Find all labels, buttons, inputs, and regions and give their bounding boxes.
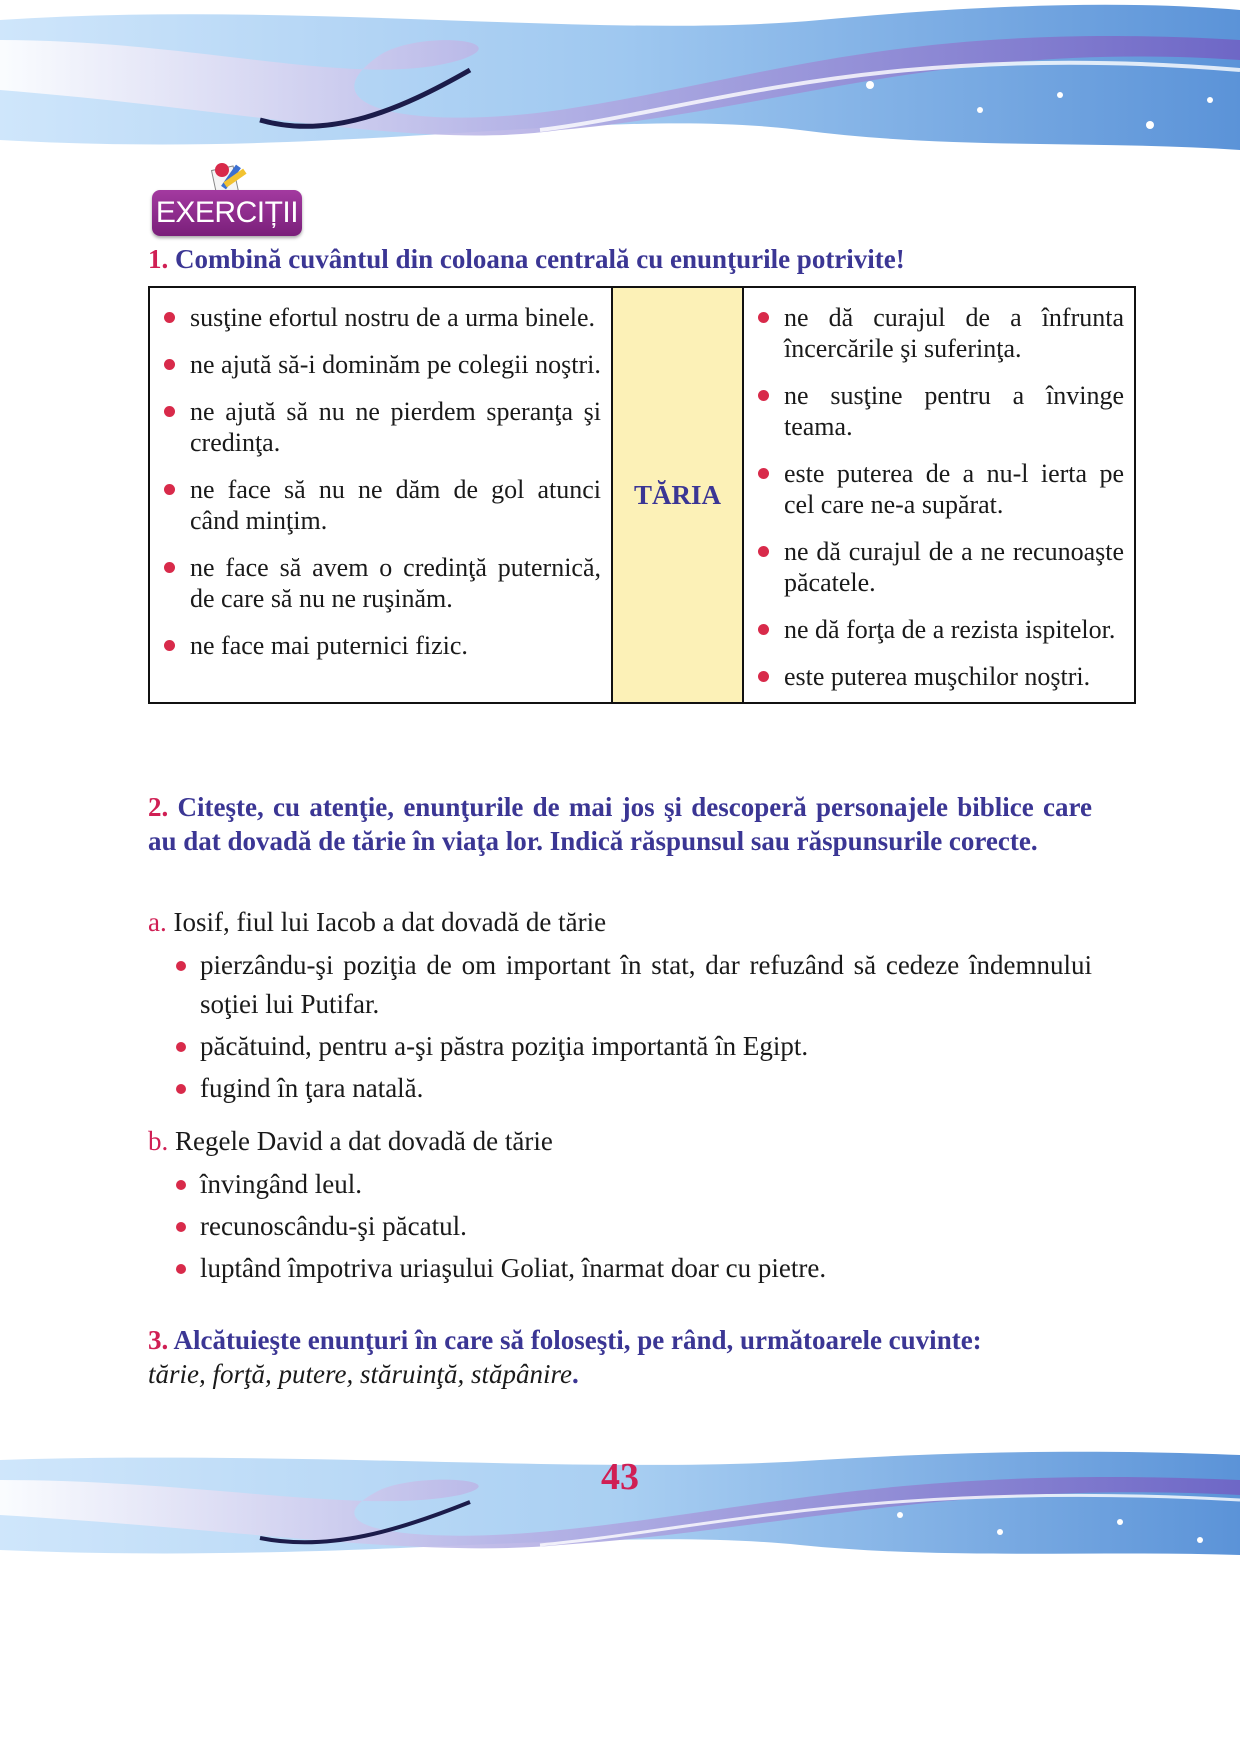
bullet-icon xyxy=(164,359,175,370)
answer-option[interactable]: luptând împotriva uriaşului Goliat, înarmat doar cu pietre. xyxy=(174,1249,1092,1288)
question-b-options xyxy=(174,1165,1092,1291)
right-statement: ne dă forţa de a rezista ispitelor. xyxy=(754,614,1124,645)
bullet-icon xyxy=(164,562,175,573)
bullet-icon xyxy=(164,312,175,323)
bullet-icon xyxy=(176,1180,186,1190)
answer-option[interactable]: fugind în ţara natală. xyxy=(174,1069,1092,1108)
left-statement: susţine efortul nostru de a urma binele. xyxy=(160,302,601,333)
answer-option[interactable]: învingând leul. xyxy=(174,1165,1092,1204)
bullet-icon xyxy=(758,671,769,682)
question-statement: Iosif, fiul lui Iacob a dat dovadă de tărie xyxy=(173,907,607,937)
task-1-heading xyxy=(148,242,1092,276)
exercises-badge xyxy=(152,160,307,242)
left-statement: ne face mai puternici fizic. xyxy=(160,630,601,661)
center-word-column xyxy=(612,287,743,703)
bullet-icon xyxy=(164,484,175,495)
left-statement: ne ajută să-i dominăm pe colegii noştri. xyxy=(160,349,601,380)
bullet-icon xyxy=(758,624,769,635)
left-statement: ne face să nu ne dăm de gol atunci când minţim. xyxy=(160,474,601,536)
task-3-heading xyxy=(148,1323,1092,1391)
right-statement: ne dă curajul de a ne recunoaşte păcatele. xyxy=(754,536,1124,598)
bullet-icon xyxy=(176,1084,186,1094)
center-word: TĂRIA xyxy=(633,479,721,510)
bullet-icon xyxy=(758,546,769,557)
right-statement: este puterea de a nu-l ierta pe cel care ne-a supărat. xyxy=(754,458,1124,520)
left-statement: ne ajută să nu ne pierdem speranţa şi credinţa. xyxy=(160,396,601,458)
bullet-icon xyxy=(758,468,769,479)
bullet-icon xyxy=(164,406,175,417)
bullet-icon xyxy=(176,1042,186,1052)
header-wave-decoration xyxy=(0,0,1240,160)
answer-option[interactable]: păcătuind, pentru a-şi păstra poziţia importantă în Egipt. xyxy=(174,1027,1092,1066)
right-statements-column xyxy=(743,287,1135,703)
right-statement: ne susţine pentru a învinge teama. xyxy=(754,380,1124,442)
task-number: 2. xyxy=(148,792,169,822)
task-instruction: 2. Citeşte, cu atenţie, enunţurile de mai jos şi descoperă personajele biblice care au dat dovadă de tărie în viaţa lor. Indică răspunsul sau răspunsurile corecte. xyxy=(148,792,1093,856)
right-statement: ne dă curajul de a înfrunta încercările şi suferinţa. xyxy=(754,302,1124,364)
left-statement: ne face să avem o credinţă puternică, de care să nu ne ruşinăm. xyxy=(160,552,601,614)
question-a-options xyxy=(174,946,1092,1111)
question-b xyxy=(148,1124,1092,1158)
question-statement: Regele David a dat dovadă de tărie xyxy=(175,1126,553,1156)
answer-option[interactable]: pierzându-şi poziţia de om important în stat, dar refuzând să cedeze îndemnului soţiei lui Putifar. xyxy=(174,946,1092,1024)
bullet-icon xyxy=(164,640,175,651)
task-instruction: 3. Alcătuieşte enunţuri în care să foloseşti, pe rând, următoarele cuvinte: tărie, forţă, putere, stăruinţă, stăpânire. xyxy=(148,1325,982,1389)
left-statements-column xyxy=(149,287,612,703)
word-list: tărie, forţă, putere, stăruinţă, stăpânire xyxy=(148,1359,572,1389)
bullet-icon xyxy=(176,1222,186,1232)
bullet-icon xyxy=(758,312,769,323)
question-letter: b. xyxy=(148,1126,169,1156)
task-instruction: Combină cuvântul din coloana centrală cu enunţurile potrivite! xyxy=(175,244,905,274)
task-2-heading xyxy=(148,790,1092,858)
task-number: 3. xyxy=(148,1325,169,1355)
page-number: 43 xyxy=(601,1456,639,1498)
bullet-icon xyxy=(176,1264,186,1274)
exercises-badge-label: EXERCIȚII xyxy=(152,190,302,236)
question-letter: a. xyxy=(148,907,167,937)
question-a xyxy=(148,905,1092,939)
task-number: 1. xyxy=(148,244,169,274)
bullet-icon xyxy=(758,390,769,401)
matching-table xyxy=(148,286,1136,704)
bullet-icon xyxy=(176,961,186,971)
right-statement: este puterea muşchilor noştri. xyxy=(754,661,1124,692)
answer-option[interactable]: recunoscându-şi păcatul. xyxy=(174,1207,1092,1246)
